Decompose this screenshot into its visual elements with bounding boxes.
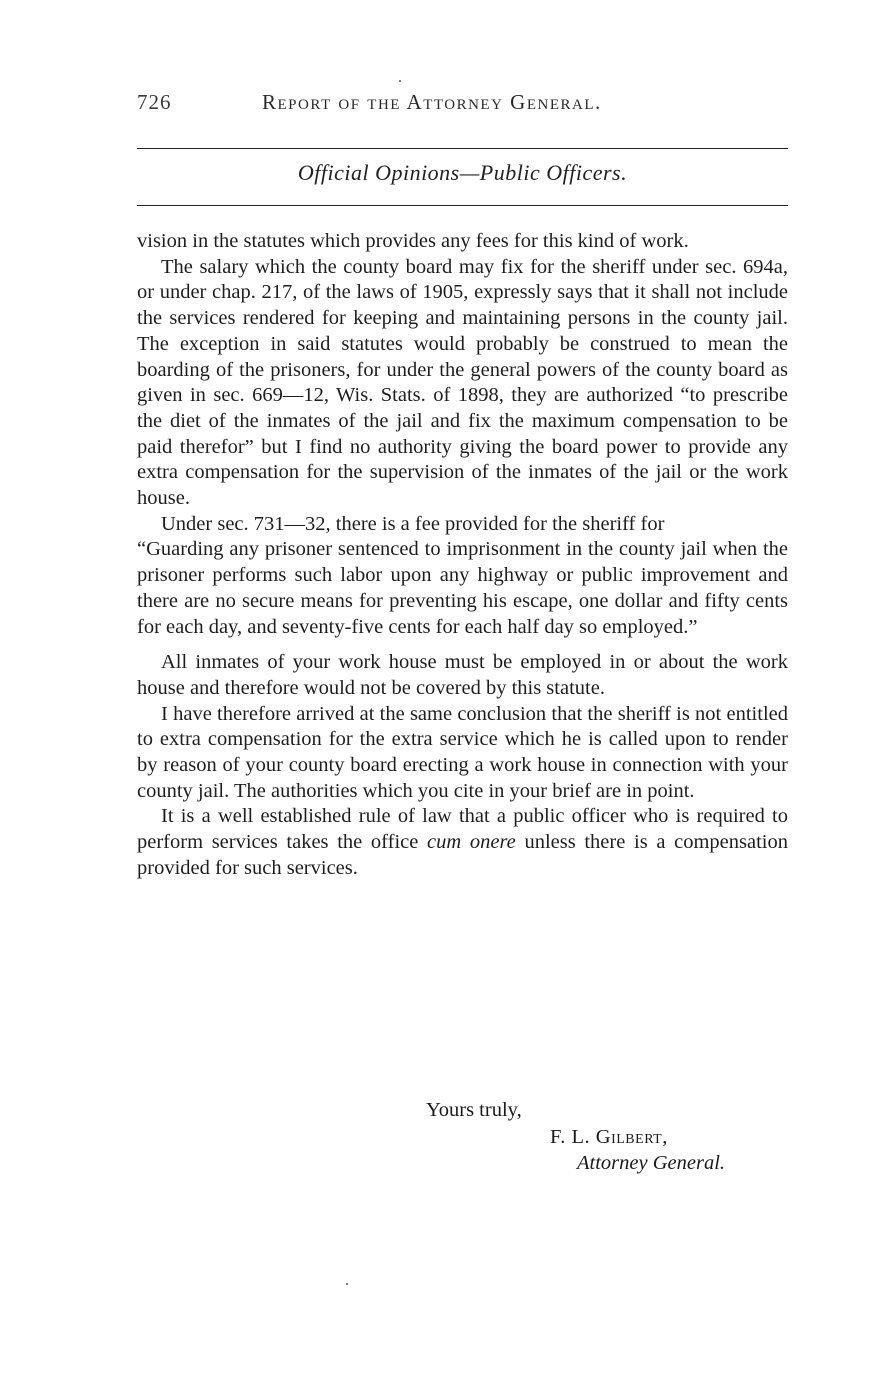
- signer-name: F. L. Gilbert,: [550, 1126, 668, 1148]
- latin-phrase: cum onere: [427, 831, 516, 854]
- print-speck: [346, 1283, 348, 1285]
- paragraph-inmates: All inmates of your work house must be employed in or about the work house and therefore would not be covered by this statute.: [137, 651, 788, 699]
- paragraph-conclusion: I have therefore arrived at the same conclusion that the sheriff is not entitled to extra compensation for the extra service which he is called upon to render by reason of your county board erecting a work house in connection with your county jail. The authorities which you cite in your brief are in point.: [137, 702, 788, 802]
- signer-title: Attorney General.: [577, 1152, 726, 1174]
- print-speck: [399, 80, 401, 82]
- header-rule-top: [137, 148, 788, 149]
- paragraph-fee-intro: Under sec. 731—32, there is a fee provided for the sheriff for: [161, 512, 665, 535]
- paragraph-salary: The salary which the county board may fix for the sheriff under sec. 694a, or under chap. 217, of the laws of 1905, expressly says that it shall not include the services rendered for keeping and maintaining persons in the county jail. The exception in said statutes would probably be construed to mean the boarding of the prisoners, for under the general powers of the county board as given in sec. 669—12, Wis. Stats. of 1898, they are authorized “to prescribe the diet of the inmates of the jail and fix the maximum compensation to be paid therefor” but I find no authority giving the board power to provide any extra compensation for the supervision of the inmates of the jail or the work house.: [137, 255, 788, 510]
- paragraph-rule-of-law: [137, 804, 788, 881]
- salutation: Yours truly,: [426, 1099, 522, 1121]
- statute-quote-text: “Guarding any prisoner sentenced to imprisonment in the county jail when the prisoner performs such labor upon any highway or public improvement and there are no secure means for preventing his escape, one dollar and fifty cents for each day, and seventy-five cents for each half day so employed.”: [137, 538, 788, 638]
- section-title: Official Opinions—Public Officers.: [297, 160, 628, 185]
- rule-of-law-text-a: It is a well established rule of law that a public officer who is required to perform services takes the office: [137, 805, 788, 854]
- header-rule-bottom: [137, 205, 788, 206]
- statute-quote: [137, 537, 788, 640]
- page-header: [137, 90, 788, 120]
- rule-of-law-text-b: unless there is a compensation provided for such services.: [137, 831, 788, 879]
- paragraph-continuation: vision in the statutes which provides any fees for this kind of work.: [137, 230, 689, 252]
- body-text: [137, 229, 788, 882]
- running-title: Report of the Attorney General.: [262, 90, 602, 114]
- page-number: 726: [137, 90, 172, 114]
